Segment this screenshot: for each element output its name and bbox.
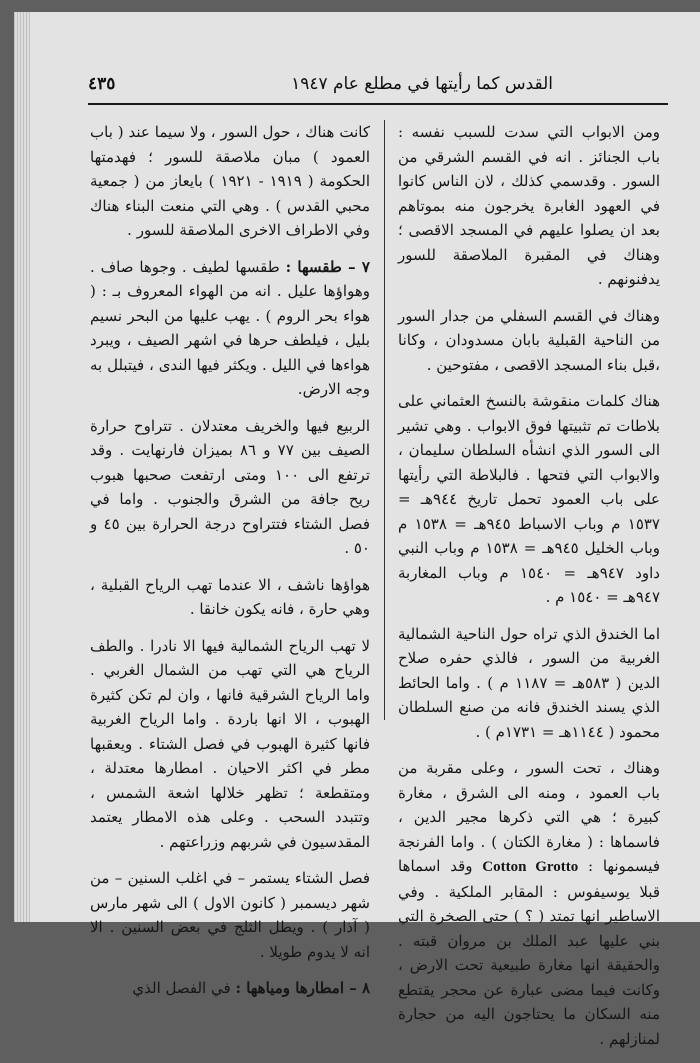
column-divider [384,120,385,720]
page-number: ٤٣٥ [88,74,116,94]
paragraph: ومن الابواب التي سدت للسبب نفسه : باب الجنائز . انه في القسم الشرقي من السور . وقدسمي كذلك ، لان الناس كانوا في العهود الغابرة يخرجون منه بموتاهم بعد ان يصلوا عليهم في المسجد الاقصى ؛ وهناك في المقبرة الملاصقة للسور يدفنونهم . [398,123,660,288]
paragraph: وهناك في القسم السفلي من جدار السور من الناحية القبلية بابان مسدودان ، وكانا ،قبل بناء المسجد الاقصى ، مفتوحين . [398,306,660,374]
paragraph-text: وهناك ، تحت السور ، وعلى مقربة من باب العمود ، ومنه الى الشرق ، مغارة كبيرة ؛ هي التي ذكرها مجير الدين ، فاسماها : ( مغارة الكتان ) . [398,759,660,851]
section-heading: ٨ – امطارها ومياهها : [235,979,370,997]
running-header [88,72,668,102]
header-rule [88,103,668,105]
paragraph-text: في الفصل الذي [132,979,231,997]
paragraph: الربيع فيها والخريف معتدلان . تتراوح حرارة الصيف بين ٧٧ و ٨٦ بميزان فارنهايت . وقد ترتفع الى ١٠٠ ومتى ارتفعت صحبها هبوب ريح جافة من الشرق والجنوب . واما في فصل الشتاء فتتراوح درجة الحرارة بين ٤٥ و ٥٠ . [90,416,370,557]
paragraph-text: واما الفرنجة فيسمونها : [398,832,660,875]
paragraph: هواؤها ناشف ، الا عندما تهب الرياح القبلية ، وهي حارة ، فانه يكون خانقا . [90,575,370,618]
section-heading: ٧ – طقسها : [285,257,370,276]
paragraph: هناك كلمات منقوشة بالنسخ العثماني على بلاطات تم تثبيتها فوق الابواب . وهي تشير الى السور الذي انشأه السلطان سليمان ، والابواب التي فتحها . فالبلاطة التي رأيتها على باب العمود تحمل تاريخ ٩٤٤هـ = ١٥٣٧ م وباب الاسباط ٩٤٥هـ = ١٥٣٨ م وباب الخليل ٩٤٥هـ = ١٥٣٨ م وباب النبي داود ٩٤٧هـ = ١٥٤٠ م وباب المغاربة ٩٤٧هـ = ١٥٤٠ م . [398,392,660,606]
page-edge [14,12,30,922]
paragraph [398,756,660,1051]
paragraph: فصل الشتاء يستمر – في اغلب السنين – من شهر ديسمبر ( كانون الاول ) الى شهر مارس ( آذار ) . ويطل الثلج في بعض السنين . الا انه لا يدوم طويلا . [90,869,370,961]
left-column [90,120,370,1013]
paragraph: لا تهب الرياح الشمالية فيها الا نادرا . والطف الرياح هي التي تهب من الشمال الغربي . واما الرياح الشرقية فانها ، وان لم تكن كثيرة الهبوب ، الا انها باردة . واما الرياح الغربية فانها كثيرة الهبوب في فصل الشتاء . ويعقبها مطر في اكثر الاحيان . امطارها معتدلة ، ومتقطعة ؛ تظهر خلالها اشعة الشمس ، وتتبدد السحب . وعلى هذه الامطار يعتمد المقدسيون في شربهم وزراعتهم . [90,636,370,851]
paragraph [90,976,370,1001]
paragraph [90,255,370,402]
latin-term: Cotton Grotto [482,859,579,875]
paragraph-text: طقسها لطيف . وجوها صاف . وهواؤها عليل . انه من الهواء المعروف بـ : ( هواء بحر الروم ) . يهب عليها من البحر نسيم بليل ، فيلطف حرها في اشهر الصيف ، ويبرد هواءها في الليل . ويكثر فيها الندى ، فيتبلل به وجه الارض. [90,257,370,398]
paragraph-text: وقد اسماها قبلا يوسيفوس : المقابر الملكية . وفي الاساطير انها تمتد ( ؟ ) حتى الصخرة التي بني عليها عبد الملك بن مروان قبته . والحقيقة انها مغارة طبيعية تحت الارض ، وكانت فيما مضى عبارة عن محجر يقتطع منه السكان ما يحتاجون اليه من حجارة لمنازلهم . [398,857,660,1048]
header-title: القدس كما رأيتها في مطلع عام ١٩٤٧ [291,74,553,94]
paragraph: اما الخندق الذي تراه حول الناحية الشمالية الغربية من السور ، فالذي حفره صلاح الدين ( ٥٨٣هـ = ١١٨٧ م ) . واما الحائط الذي يسند الخندق فانه من صنع السلطان محمود ( ١١٤٤هـ = ١٧٣١م ) . [398,624,660,741]
paragraph: كانت هناك ، حول السور ، ولا سيما عند ( باب العمود ) مبان ملاصقة للسور ؛ فهدمتها الحكومة ( ١٩١٩ - ١٩٢١ ) بايعاز من ( جمعية محبي القدس ) . وهي التي منعت البناء هناك وفي الاطراف الاخرى الملاصقة للسور . [90,123,370,239]
